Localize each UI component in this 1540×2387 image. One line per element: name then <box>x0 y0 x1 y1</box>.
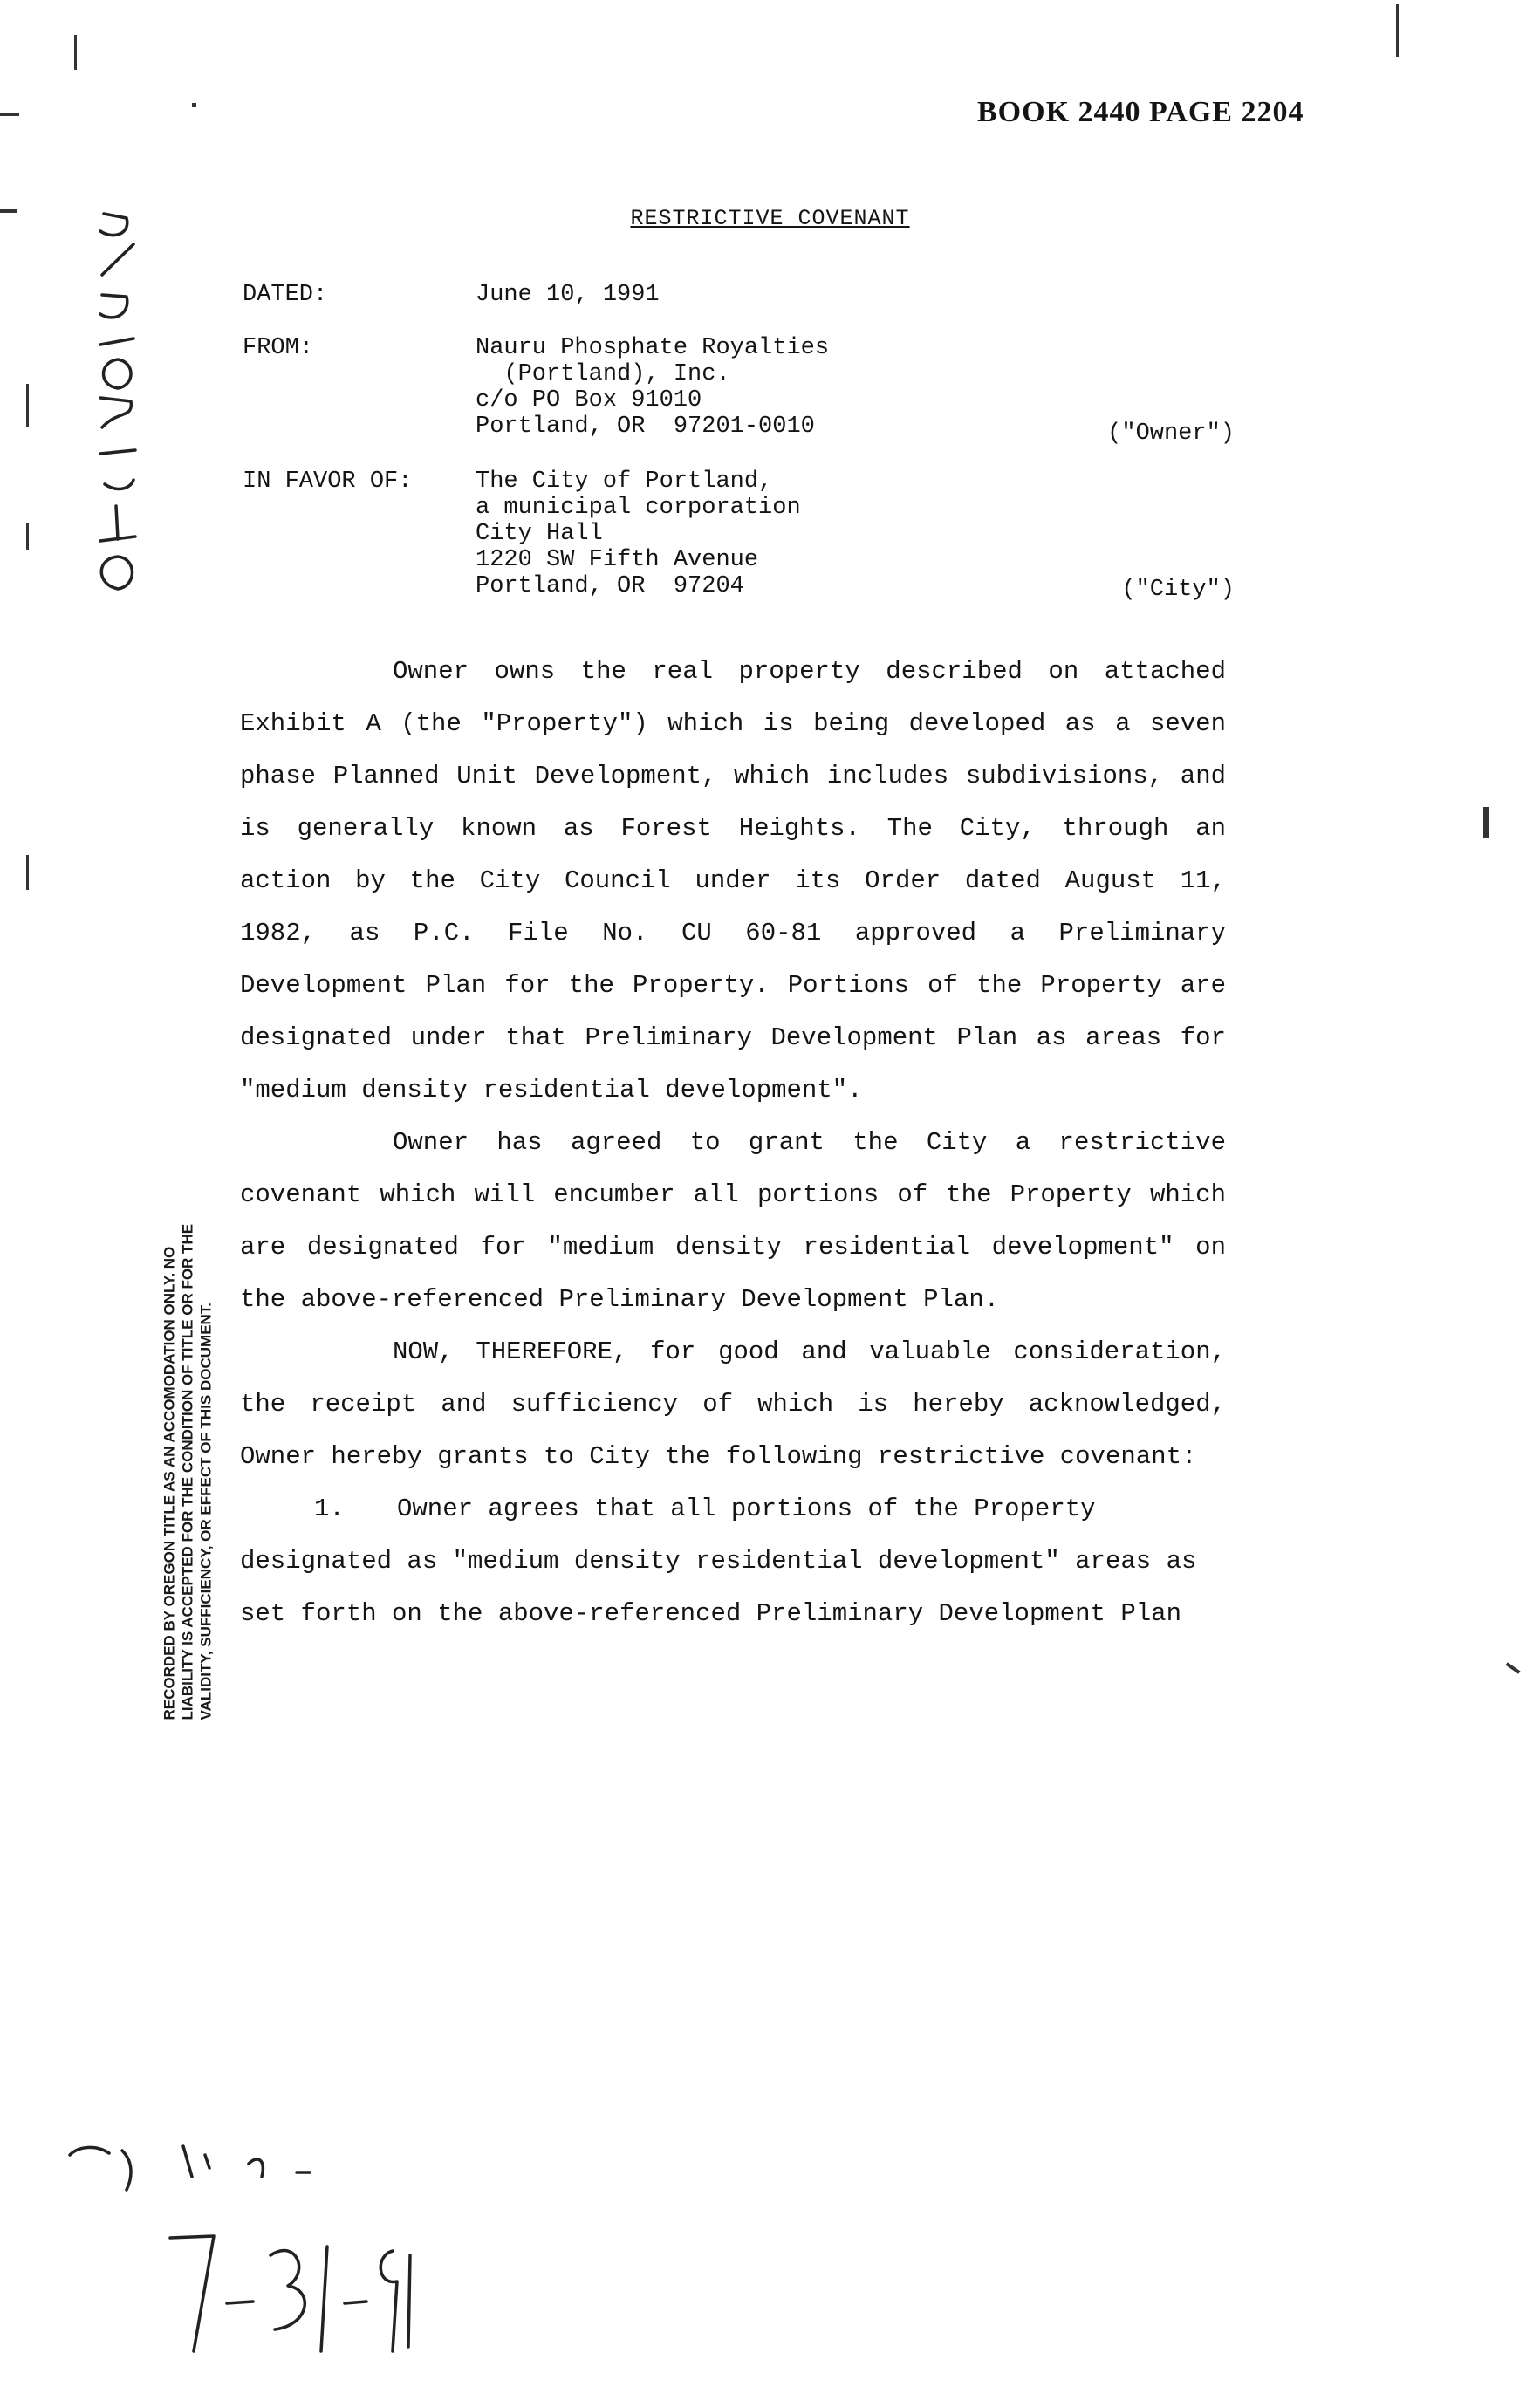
favor-label: IN FAVOR OF: <box>243 469 413 495</box>
recording-stamp-line: VALIDITY, SUFFICIENCY, OR EFFECT OF THIS DOCUMENT. <box>197 1302 215 1720</box>
dated-label: DATED: <box>243 282 328 308</box>
favor-line: City Hall <box>476 521 603 547</box>
scan-mark <box>1483 807 1489 838</box>
scan-mark <box>74 35 77 70</box>
scan-mark <box>0 113 19 116</box>
favor-line: The City of Portland, <box>476 469 773 495</box>
item-1-number: 1. <box>314 1494 345 1523</box>
from-address <box>476 335 829 440</box>
from-line: Nauru Phosphate Royalties <box>476 335 830 361</box>
from-line: Portland, OR 97201-0010 <box>476 414 815 440</box>
paragraph-3: NOW, THEREFORE, for good and valuable consideration, the receipt and sufficiency of which is hereby acknowledged, Owner hereby grants to City the following restrictive covenant: <box>240 1337 1226 1471</box>
favor-line: 1220 SW Fifth Avenue <box>476 547 759 573</box>
handwritten-scribble <box>61 2129 323 2199</box>
scan-mark <box>26 855 29 890</box>
document-title: RESTRICTIVE COVENANT <box>630 206 910 231</box>
scan-mark <box>0 209 17 213</box>
paragraph-1: Owner owns the real property described on attached Exhibit A (the "Property") which is being developed as a seven phase Planned Unit Development, which includes subdivisions, and is generally known as Forest Heights. The City, through an action by the City Council under its Order dated August 11, 1982, as P.C. File No. CU 60-81 approved a Preliminary Development Plan for the Property. Portions of the Property are designated under that Preliminary Development Plan as areas for "medium density residential development". <box>240 657 1226 1105</box>
book-page-stamp: BOOK 2440 PAGE 2204 <box>977 96 1304 128</box>
item-1-text: Owner agrees that all portions of the Property designated as "medium density residential development" areas as set forth on the above-referenced Preliminary Development Plan <box>240 1494 1197 1628</box>
scan-mark <box>1396 4 1399 57</box>
favor-address <box>476 469 801 599</box>
favor-line: Portland, OR 97204 <box>476 573 744 599</box>
item-1 <box>240 1483 1226 1640</box>
paragraph-2: Owner has agreed to grant the City a restrictive covenant which will encumber all portions of the Property which are designated for "medium density residential development" on the above-referenced Preliminary Development Plan. <box>240 1128 1226 1314</box>
favor-line: a municipal corporation <box>476 495 801 521</box>
recording-stamp-line: LIABILITY IS ACCEPTED FOR THE CONDITION OF TITLE OR FOR THE <box>179 1223 196 1720</box>
scan-mark <box>26 384 29 427</box>
handwritten-margin-note <box>83 192 153 611</box>
from-label: FROM: <box>243 335 314 361</box>
recording-stamp-line: RECORDED BY OREGON TITLE AS AN ACCOMODATION ONLY. NO <box>161 1246 178 1720</box>
scan-mark <box>1505 1662 1520 1674</box>
from-line: c/o PO Box 91010 <box>476 387 702 414</box>
owner-tag: ("Owner") <box>1107 421 1235 447</box>
dated-value: June 10, 1991 <box>476 282 660 308</box>
city-tag: ("City") <box>1121 577 1235 603</box>
scan-mark <box>26 523 29 550</box>
handwritten-bottom-date <box>131 2220 428 2369</box>
scan-mark <box>192 103 196 107</box>
document-body <box>240 646 1226 1640</box>
from-line: (Portland), Inc. <box>476 361 730 387</box>
